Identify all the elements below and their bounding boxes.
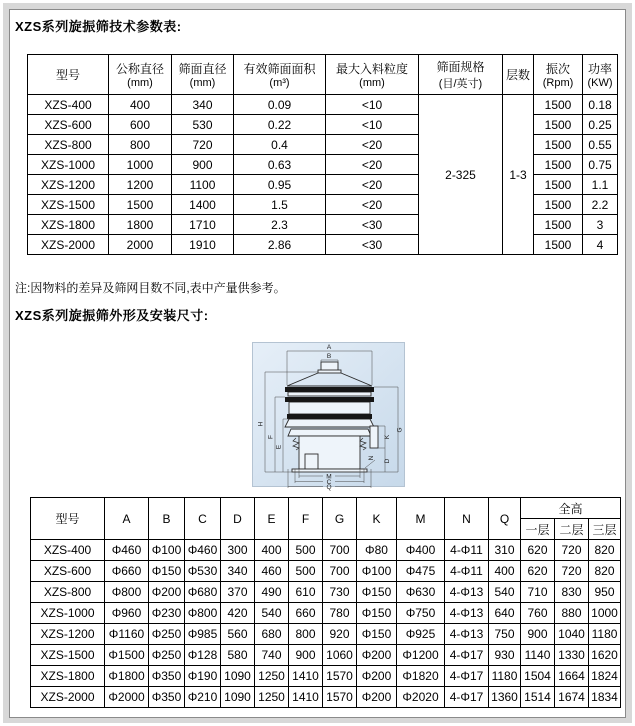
spec-header-row [28, 55, 618, 95]
value-cell: Φ1820 [397, 666, 445, 687]
value-cell: 1664 [555, 666, 589, 687]
value-cell: 4 [583, 235, 618, 255]
value-cell: 2.2 [583, 195, 618, 215]
value-cell: Φ200 [149, 582, 185, 603]
column-header: 型号 [28, 55, 109, 95]
value-cell: 2000 [109, 235, 172, 255]
value-cell: 830 [555, 582, 589, 603]
screen-spec-merged-cell: 2-325 [419, 95, 503, 255]
dim-label-b: B [326, 353, 332, 360]
value-cell: 800 [109, 135, 172, 155]
value-cell: 1250 [255, 666, 289, 687]
model-cell: XZS-1200 [28, 175, 109, 195]
value-cell: 340 [172, 95, 234, 115]
value-cell: 0.55 [583, 135, 618, 155]
value-cell: Φ200 [357, 645, 397, 666]
model-cell: XZS-1000 [31, 603, 105, 624]
value-cell: Φ1200 [397, 645, 445, 666]
value-cell: Φ460 [185, 540, 221, 561]
column-header: G [323, 498, 357, 540]
value-cell: 730 [323, 582, 357, 603]
column-header: A [105, 498, 149, 540]
value-cell: <20 [326, 195, 419, 215]
value-cell: 1200 [109, 175, 172, 195]
value-cell: 1060 [323, 645, 357, 666]
value-cell: Φ150 [357, 582, 397, 603]
value-cell: Φ200 [357, 666, 397, 687]
column-header: 型号 [31, 498, 105, 540]
value-cell: 340 [221, 561, 255, 582]
value-cell: Φ150 [357, 624, 397, 645]
value-cell: 820 [589, 540, 621, 561]
value-cell: 920 [323, 624, 357, 645]
value-cell: Φ128 [185, 645, 221, 666]
value-cell: Φ80 [357, 540, 397, 561]
spec-table-heading: XZS系列旋振筛技术参数表: [15, 19, 182, 34]
value-cell: 1674 [555, 687, 589, 708]
value-cell: Φ150 [149, 561, 185, 582]
dim-label-c: C [326, 479, 332, 486]
value-cell: 4-Φ13 [445, 624, 489, 645]
value-cell: 460 [255, 561, 289, 582]
column-header: C [185, 498, 221, 540]
value-cell: Φ985 [185, 624, 221, 645]
value-cell: 1834 [589, 687, 621, 708]
content-panel [9, 9, 626, 718]
column-header: F [289, 498, 323, 540]
column-header: K [357, 498, 397, 540]
value-cell: Φ250 [149, 624, 185, 645]
column-header: 筛面直径 (mm) [172, 55, 234, 95]
value-cell: 4-Φ17 [445, 645, 489, 666]
value-cell: 750 [489, 624, 521, 645]
column-header: 功率 (KW) [583, 55, 618, 95]
value-cell: 900 [289, 645, 323, 666]
column-header: E [255, 498, 289, 540]
dimension-heading: XZS系列旋振筛外形及安装尺寸: [15, 308, 209, 323]
value-cell: 4-Φ17 [445, 666, 489, 687]
installation-diagram [252, 342, 405, 491]
model-cell: XZS-1800 [28, 215, 109, 235]
value-cell: 600 [109, 115, 172, 135]
value-cell: 400 [255, 540, 289, 561]
value-cell: 0.63 [234, 155, 326, 175]
value-cell: 720 [555, 540, 589, 561]
value-cell: 1400 [172, 195, 234, 215]
value-cell: <30 [326, 215, 419, 235]
value-cell: 540 [489, 582, 521, 603]
column-header: 最大入料粒度 (mm) [326, 55, 419, 95]
value-cell: Φ350 [149, 687, 185, 708]
value-cell: 1.5 [234, 195, 326, 215]
value-cell: 1500 [534, 155, 583, 175]
column-header: 二层 [555, 519, 589, 540]
model-cell: XZS-800 [28, 135, 109, 155]
value-cell: 500 [289, 561, 323, 582]
value-cell: 760 [521, 603, 555, 624]
value-cell: 400 [489, 561, 521, 582]
value-cell: <20 [326, 175, 419, 195]
value-cell: 310 [489, 540, 521, 561]
value-cell: 1710 [172, 215, 234, 235]
value-cell: 490 [255, 582, 289, 603]
value-cell: 660 [289, 603, 323, 624]
value-cell: 1090 [221, 666, 255, 687]
column-header: B [149, 498, 185, 540]
value-cell: 620 [521, 561, 555, 582]
model-cell: XZS-1500 [31, 645, 105, 666]
value-cell: Φ2020 [397, 687, 445, 708]
value-cell: 1500 [534, 95, 583, 115]
value-cell: 710 [521, 582, 555, 603]
value-cell: 780 [323, 603, 357, 624]
value-cell: 4-Φ11 [445, 561, 489, 582]
table-row [31, 645, 621, 666]
value-cell: 1.1 [583, 175, 618, 195]
value-cell: 0.22 [234, 115, 326, 135]
value-cell: 740 [255, 645, 289, 666]
model-cell: XZS-400 [31, 540, 105, 561]
column-header: 层数 [503, 55, 534, 95]
model-cell: XZS-1800 [31, 666, 105, 687]
model-cell: XZS-800 [31, 582, 105, 603]
value-cell: 300 [221, 540, 255, 561]
value-cell: <10 [326, 95, 419, 115]
value-cell: 1500 [109, 195, 172, 215]
value-cell: 930 [489, 645, 521, 666]
value-cell: Φ800 [185, 603, 221, 624]
dimension-table [30, 497, 621, 708]
value-cell: Φ200 [357, 687, 397, 708]
value-cell: 2.86 [234, 235, 326, 255]
column-header: 有效筛面面积 (m³) [234, 55, 326, 95]
value-cell: 1514 [521, 687, 555, 708]
column-header: N [445, 498, 489, 540]
value-cell: Φ230 [149, 603, 185, 624]
dim-label-k: K [384, 434, 391, 440]
table-row [31, 666, 621, 687]
value-cell: Φ1500 [105, 645, 149, 666]
value-cell: 640 [489, 603, 521, 624]
value-cell: 1800 [109, 215, 172, 235]
value-cell: Φ680 [185, 582, 221, 603]
value-cell: 1500 [534, 115, 583, 135]
value-cell: 880 [555, 603, 589, 624]
value-cell: 1570 [323, 666, 357, 687]
dim-label-g: G [396, 427, 404, 433]
value-cell: 1500 [534, 135, 583, 155]
value-cell: 4-Φ13 [445, 582, 489, 603]
value-cell: 4-Φ11 [445, 540, 489, 561]
value-cell: 0.75 [583, 155, 618, 175]
value-cell: 500 [289, 540, 323, 561]
value-cell: 700 [323, 540, 357, 561]
value-cell: 720 [172, 135, 234, 155]
value-cell: Φ660 [105, 561, 149, 582]
table-row [31, 624, 621, 645]
value-cell: 1250 [255, 687, 289, 708]
value-cell: 1000 [589, 603, 621, 624]
dim-label-e: E [275, 444, 283, 450]
value-cell: 0.95 [234, 175, 326, 195]
model-cell: XZS-1200 [31, 624, 105, 645]
value-cell: Φ2000 [105, 687, 149, 708]
model-cell: XZS-2000 [31, 687, 105, 708]
column-header: 公称直径 (mm) [109, 55, 172, 95]
value-cell: Φ100 [357, 561, 397, 582]
value-cell: Φ475 [397, 561, 445, 582]
value-cell: Φ150 [357, 603, 397, 624]
value-cell: 1500 [534, 235, 583, 255]
value-cell: 1910 [172, 235, 234, 255]
value-cell: 620 [521, 540, 555, 561]
model-cell: XZS-600 [28, 115, 109, 135]
value-cell: <30 [326, 235, 419, 255]
value-cell: 680 [255, 624, 289, 645]
value-cell: 0.18 [583, 95, 618, 115]
table-row [28, 95, 618, 115]
value-cell: 1500 [534, 215, 583, 235]
value-cell: 1620 [589, 645, 621, 666]
value-cell: 1410 [289, 687, 323, 708]
value-cell: <10 [326, 115, 419, 135]
value-cell: Φ1160 [105, 624, 149, 645]
value-cell: 1504 [521, 666, 555, 687]
value-cell: <20 [326, 135, 419, 155]
value-cell: 3 [583, 215, 618, 235]
dim-label-d: D [384, 458, 391, 464]
column-header: 三层 [589, 519, 621, 540]
value-cell: 4-Φ13 [445, 603, 489, 624]
value-cell: 0.09 [234, 95, 326, 115]
spec-table [27, 54, 618, 255]
value-cell: 400 [109, 95, 172, 115]
value-cell: 1180 [589, 624, 621, 645]
value-cell: Φ750 [397, 603, 445, 624]
value-cell: 420 [221, 603, 255, 624]
value-cell: 2.3 [234, 215, 326, 235]
value-cell: 0.25 [583, 115, 618, 135]
value-cell: 1000 [109, 155, 172, 175]
value-cell: Φ100 [149, 540, 185, 561]
value-cell: 900 [172, 155, 234, 175]
value-cell: 1180 [489, 666, 521, 687]
model-cell: XZS-1000 [28, 155, 109, 175]
value-cell: 1570 [323, 687, 357, 708]
value-cell: Φ350 [149, 666, 185, 687]
value-cell: Φ400 [397, 540, 445, 561]
column-header: Q [489, 498, 521, 540]
value-cell: 900 [521, 624, 555, 645]
value-cell: 1330 [555, 645, 589, 666]
value-cell: 4-Φ17 [445, 687, 489, 708]
value-cell: Φ250 [149, 645, 185, 666]
dim-label-n: N [368, 455, 375, 461]
value-cell: Φ190 [185, 666, 221, 687]
column-header: D [221, 498, 255, 540]
value-cell: Φ960 [105, 603, 149, 624]
value-cell: 610 [289, 582, 323, 603]
dim-label-q: Q [326, 484, 332, 491]
value-cell: 1040 [555, 624, 589, 645]
table-row [31, 603, 621, 624]
column-header: 一层 [521, 519, 555, 540]
value-cell: 1500 [534, 195, 583, 215]
value-cell: 1090 [221, 687, 255, 708]
value-cell: 0.4 [234, 135, 326, 155]
value-cell: 1500 [534, 175, 583, 195]
model-cell: XZS-2000 [28, 235, 109, 255]
table-row [31, 582, 621, 603]
value-cell: Φ1800 [105, 666, 149, 687]
value-cell: 530 [172, 115, 234, 135]
value-cell: Φ630 [397, 582, 445, 603]
value-cell: 1140 [521, 645, 555, 666]
total-height-header: 全高 [521, 498, 621, 519]
value-cell: <20 [326, 155, 419, 175]
value-cell: Φ460 [105, 540, 149, 561]
value-cell: Φ210 [185, 687, 221, 708]
dim-header-row-1 [31, 498, 621, 519]
value-cell: 700 [323, 561, 357, 582]
value-cell: 1410 [289, 666, 323, 687]
table-row [31, 561, 621, 582]
model-cell: XZS-1500 [28, 195, 109, 215]
value-cell: 540 [255, 603, 289, 624]
value-cell: 820 [589, 561, 621, 582]
value-cell: 1824 [589, 666, 621, 687]
model-cell: XZS-600 [31, 561, 105, 582]
value-cell: 1360 [489, 687, 521, 708]
value-cell: 580 [221, 645, 255, 666]
dim-label-m: M [326, 473, 332, 481]
layers-merged-cell: 1-3 [503, 95, 534, 255]
value-cell: 370 [221, 582, 255, 603]
value-cell: 560 [221, 624, 255, 645]
model-cell: XZS-400 [28, 95, 109, 115]
dim-label-f: F [267, 435, 275, 439]
value-cell: Φ925 [397, 624, 445, 645]
value-cell: Φ530 [185, 561, 221, 582]
value-cell: 720 [555, 561, 589, 582]
dim-label-h: H [257, 421, 265, 427]
reference-note: 注:因物料的差异及筛网目数不同,表中产量供参考。 [15, 281, 286, 295]
table-row [31, 540, 621, 561]
value-cell: Φ800 [105, 582, 149, 603]
dim-label-a: A [326, 344, 332, 351]
column-header: 筛面规格 (目/英寸) [419, 55, 503, 95]
table-row [31, 687, 621, 708]
value-cell: 950 [589, 582, 621, 603]
column-header: 振次 (Rpm) [534, 55, 583, 95]
value-cell: 1100 [172, 175, 234, 195]
column-header: M [397, 498, 445, 540]
value-cell: 800 [289, 624, 323, 645]
